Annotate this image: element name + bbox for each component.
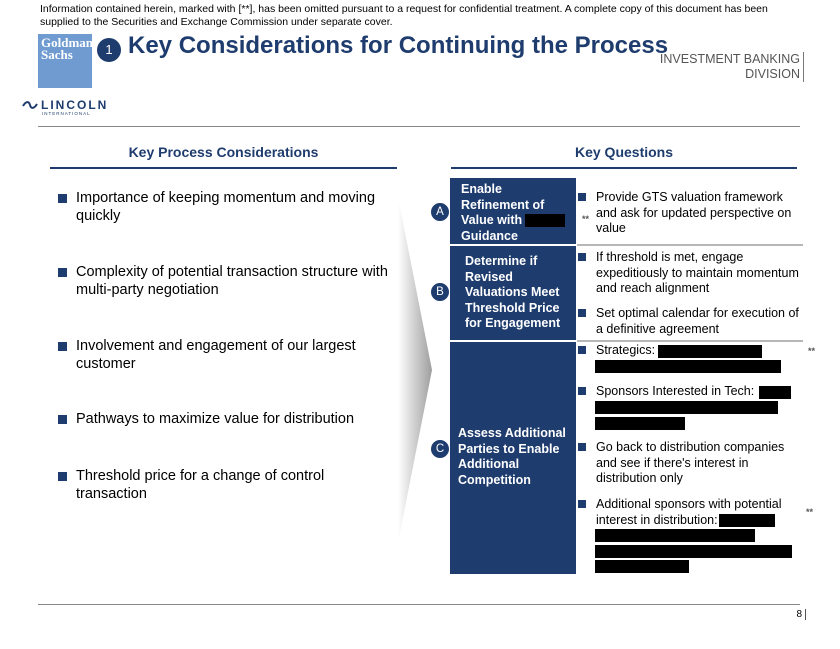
- division-line-1: INVESTMENT BANKING: [659, 52, 800, 66]
- division-label: [660, 52, 804, 82]
- redaction-bar: [525, 214, 565, 227]
- box-c-label: Assess Additional Parties to Enable Additional Competition: [458, 426, 566, 487]
- section-divider: [577, 340, 803, 342]
- consideration-item: [58, 263, 388, 303]
- page-number: 8: [796, 609, 806, 620]
- question-item: [578, 190, 800, 238]
- redaction-bar: [595, 545, 792, 558]
- question-item: [578, 250, 800, 298]
- bullet-square-icon: [578, 193, 586, 201]
- consideration-item: [58, 189, 388, 229]
- division-line-2: DIVISION: [745, 67, 800, 81]
- left-column-heading: Key Process Considerations: [128, 144, 319, 160]
- footer-divider: [38, 604, 800, 605]
- redaction-bar: [595, 360, 781, 373]
- bullet-square-icon: [578, 443, 586, 451]
- section-b-badge: B: [430, 282, 450, 302]
- omission-marker: **: [806, 507, 814, 517]
- omission-marker: **: [582, 214, 590, 224]
- logo-line-1: Goldman: [41, 35, 94, 50]
- page-title: Key Considerations for Continuing the Process: [128, 32, 669, 59]
- question-text: Additional sponsors with potential interest in distribution:: [596, 497, 782, 527]
- bullet-square-icon: [578, 387, 586, 395]
- flow-arrow: [398, 197, 432, 543]
- bullet-square-icon: [578, 346, 586, 354]
- question-text: Set optimal calendar for execution of a definitive agreement: [596, 306, 799, 336]
- question-item: [578, 440, 800, 488]
- header-divider: [38, 126, 800, 127]
- redaction-bar: [719, 514, 775, 527]
- bullet-square-icon: [578, 500, 586, 508]
- consideration-text: Threshold price for a change of control transaction: [76, 468, 325, 502]
- redaction-bar: [595, 529, 755, 542]
- bullet-square-icon: [58, 415, 67, 424]
- consideration-text: Importance of keeping momentum and moving quickly: [76, 190, 376, 224]
- logo-line-2: Sachs: [41, 47, 73, 62]
- right-heading-rule: [451, 167, 797, 169]
- question-text: Sponsors Interested in Tech:: [596, 384, 755, 398]
- consideration-text: Pathways to maximize value for distribution: [76, 411, 355, 427]
- lincoln-wave-icon: [22, 100, 38, 110]
- box-b-label: Determine if Revised Valuations Meet Threshold Price for Engagement: [465, 254, 561, 330]
- redaction-bar: [595, 560, 689, 573]
- question-box-c: [450, 342, 576, 574]
- section-divider: [577, 244, 803, 246]
- question-text: If threshold is met, engage expeditiously to maintain momentum and reach alignment: [596, 250, 799, 295]
- question-text: Go back to distribution companies and see if there's interest in distribution only: [596, 440, 785, 485]
- question-text: Strategics:: [596, 343, 656, 357]
- question-item: [578, 306, 800, 338]
- bullet-square-icon: [58, 342, 67, 351]
- consideration-item: [58, 467, 388, 507]
- box-a-label: Enable Refinement of Value with Guidance: [461, 182, 545, 243]
- section-a-badge: A: [430, 202, 450, 222]
- bullet-square-icon: [578, 309, 586, 317]
- bullet-square-icon: [58, 194, 67, 203]
- bullet-square-icon: [58, 472, 67, 481]
- consideration-item: [58, 337, 388, 377]
- bullet-square-icon: [58, 268, 67, 277]
- redaction-bar: [595, 417, 685, 430]
- redaction-bar: [759, 386, 791, 399]
- lincoln-subtitle: INTERNATIONAL: [42, 111, 91, 116]
- section-c-badge: C: [430, 439, 450, 459]
- consideration-item: [58, 410, 388, 432]
- redaction-bar: [658, 345, 762, 358]
- right-column-heading: Key Questions: [574, 144, 674, 160]
- question-text: Provide GTS valuation framework and ask for updated perspective on value: [596, 190, 792, 235]
- question-box-a: [450, 178, 576, 244]
- section-number-badge: 1: [97, 38, 121, 62]
- confidential-disclaimer: Information contained herein, marked with [**], has been omitted pursuant to a request for confidential treatment. A complete copy of this document has been supplied to the Securities and Exchange Commission under separate cover.: [40, 3, 768, 28]
- left-heading-rule: [50, 167, 397, 169]
- omission-marker: **: [808, 346, 816, 356]
- redaction-bar: [595, 401, 778, 414]
- goldman-sachs-logo: [38, 34, 92, 88]
- question-box-b: [450, 246, 576, 340]
- consideration-text: Involvement and engagement of our largest customer: [76, 338, 356, 372]
- bullet-square-icon: [578, 253, 586, 261]
- consideration-text: Complexity of potential transaction structure with multi-party negotiation: [76, 264, 388, 298]
- lincoln-name: LINCOLN: [41, 98, 109, 112]
